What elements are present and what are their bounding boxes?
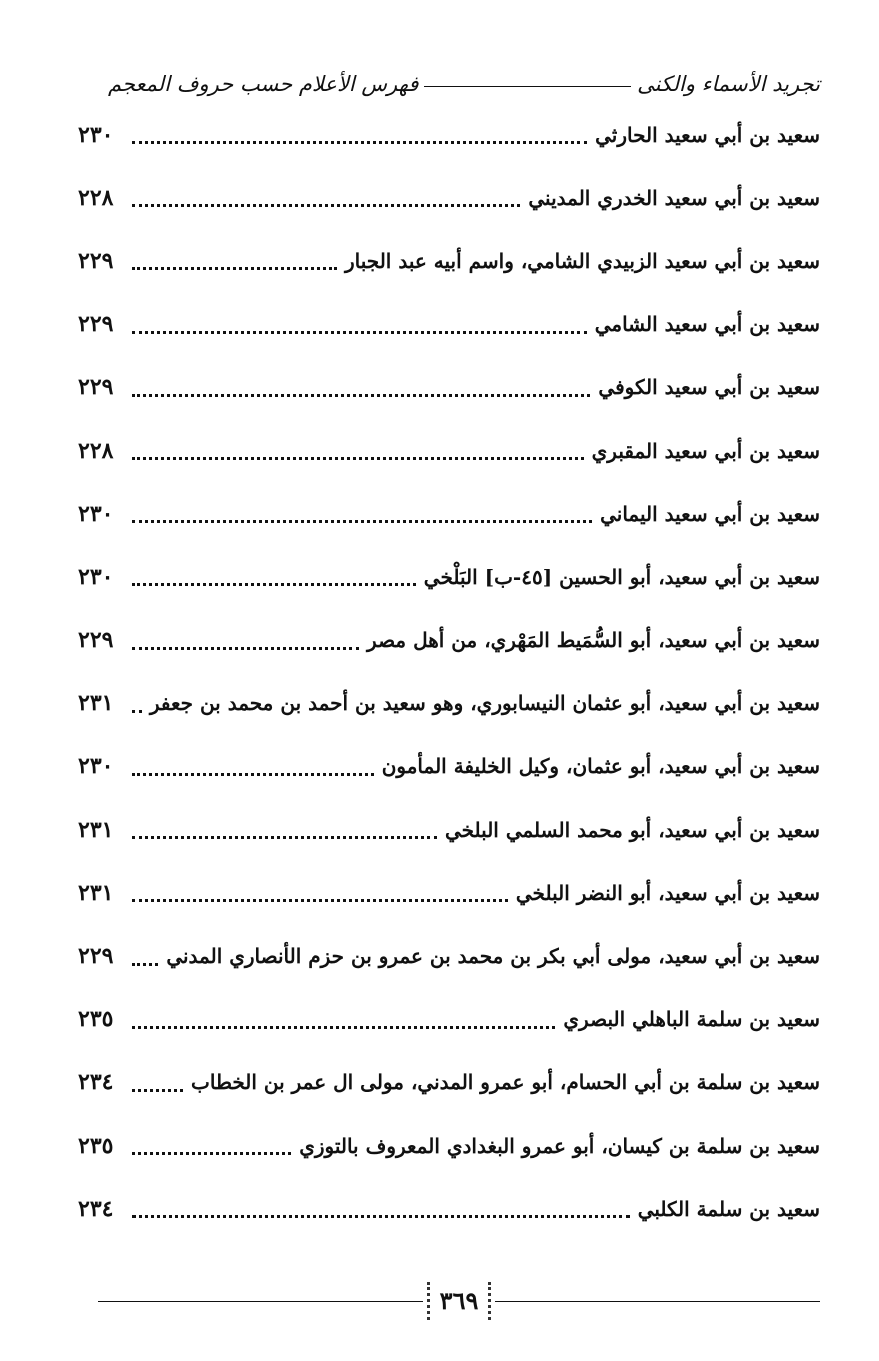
dot-leader [132, 394, 590, 397]
index-entry [78, 545, 820, 608]
dot-leader [132, 647, 359, 650]
dot-leader [132, 331, 587, 334]
entry-name: سعيد بن سلمة الكلبي [637, 1196, 820, 1221]
running-header [108, 56, 820, 96]
index-entry [78, 356, 820, 419]
entry-page-number: ٢٣١ [78, 816, 114, 843]
dot-leader [132, 1215, 630, 1218]
entry-name: سعيد بن سلمة الباهلي البصري [563, 1007, 820, 1032]
page-number: ٣٦٩ [427, 1282, 492, 1320]
index-entry [78, 1051, 820, 1114]
index-entry [78, 735, 820, 798]
entry-name: سعيد بن أبي سعيد الزبيدي الشامي، واسم أبيه عبد الجبار [345, 248, 820, 273]
footer-rule-right [495, 1301, 820, 1302]
entry-page-number: ٢٣٠ [78, 121, 114, 148]
entry-name: سعيد بن أبي سعيد الكوفي [598, 375, 820, 400]
dot-leader [132, 1152, 291, 1155]
index-entry [78, 798, 820, 861]
entry-name: سعيد بن أبي سعيد اليماني [600, 501, 820, 526]
index-entry [78, 482, 820, 545]
entry-name: سعيد بن سلمة بن كيسان، أبو عمرو البغدادي المعروف بالتوزي [299, 1133, 820, 1158]
index-entry [78, 988, 820, 1051]
index-entry [78, 229, 820, 292]
footer-rule-left [98, 1301, 423, 1302]
running-header-book-title: تجريد الأسماء والكنى [637, 72, 820, 96]
entry-name: سعيد بن أبي سعيد، مولى أبي بكر بن محمد بن عمرو بن حزم الأنصاري المدني [166, 944, 820, 969]
dot-leader [132, 141, 587, 144]
entry-page-number: ٢٢٨ [78, 437, 114, 464]
entry-page-number: ٢٣١ [78, 879, 114, 906]
entry-page-number: ٢٣٤ [78, 1195, 114, 1222]
entry-page-number: ٢٣٥ [78, 1132, 114, 1159]
index-entry [78, 1114, 820, 1177]
entry-name: سعيد بن سلمة بن أبي الحسام، أبو عمرو المدني، مولى ال عمر بن الخطاب [191, 1070, 820, 1095]
index-entry [78, 1177, 820, 1240]
entry-name: سعيد بن أبي سعيد الخدري المديني [528, 185, 820, 210]
entry-page-number: ٢٢٩ [78, 943, 114, 970]
dot-leader [132, 520, 592, 523]
entry-page-number: ٢٢٩ [78, 247, 114, 274]
dot-leader [132, 457, 584, 460]
entry-page-number: ٢٣٠ [78, 753, 114, 780]
entry-page-number: ٢٢٩ [78, 311, 114, 338]
running-header-section-title: فهرس الأعلام حسب حروف المعجم [108, 72, 419, 96]
entry-page-number: ٢٣٥ [78, 1006, 114, 1033]
dot-leader [132, 899, 508, 902]
dot-leader [132, 267, 337, 270]
index-entry [78, 293, 820, 356]
entry-name: سعيد بن أبي سعيد، أبو الحسين [٤٥-ب] البَلْخي [423, 564, 820, 589]
entry-page-number: ٢٢٩ [78, 374, 114, 401]
entry-name: سعيد بن أبي سعيد، أبو محمد السلمي البلخي [444, 817, 820, 842]
dot-leader [132, 1089, 183, 1092]
dot-leader [132, 583, 416, 586]
entry-name: سعيد بن أبي سعيد، أبو السُّمَيط المَهْري، من أهل مصر [367, 628, 820, 653]
dot-leader [132, 963, 158, 966]
entry-name: سعيد بن أبي سعيد، أبو عثمان، وكيل الخليفة المأمون [381, 754, 820, 779]
index-entry [78, 166, 820, 229]
index-entry [78, 861, 820, 924]
dot-leader [132, 710, 142, 713]
index-entry [78, 103, 820, 166]
index-entry [78, 609, 820, 672]
entry-page-number: ٢٣١ [78, 690, 114, 717]
dot-leader [132, 836, 437, 839]
entry-page-number: ٢٣٠ [78, 500, 114, 527]
index-entry [78, 672, 820, 735]
entry-page-number: ٢٢٨ [78, 184, 114, 211]
entry-name: سعيد بن أبي سعيد، أبو النضر البلخي [515, 880, 820, 905]
entry-page-number: ٢٣٤ [78, 1069, 114, 1096]
index-entry-list [78, 103, 820, 1240]
index-entry [78, 924, 820, 987]
page-footer [98, 1276, 820, 1326]
header-divider-line [424, 86, 631, 87]
entry-name: سعيد بن أبي سعيد، أبو عثمان النيسابوري، وهو سعيد بن أحمد بن محمد بن جعفر [149, 691, 820, 716]
dot-leader [132, 773, 374, 776]
dot-leader [132, 204, 520, 207]
entry-name: سعيد بن أبي سعيد المقبري [591, 438, 820, 463]
entry-name: سعيد بن أبي سعيد الحارثي [595, 122, 820, 147]
entry-name: سعيد بن أبي سعيد الشامي [594, 312, 820, 337]
dot-leader [132, 1026, 555, 1029]
entry-page-number: ٢٢٩ [78, 627, 114, 654]
index-entry [78, 419, 820, 482]
entry-page-number: ٢٣٠ [78, 563, 114, 590]
